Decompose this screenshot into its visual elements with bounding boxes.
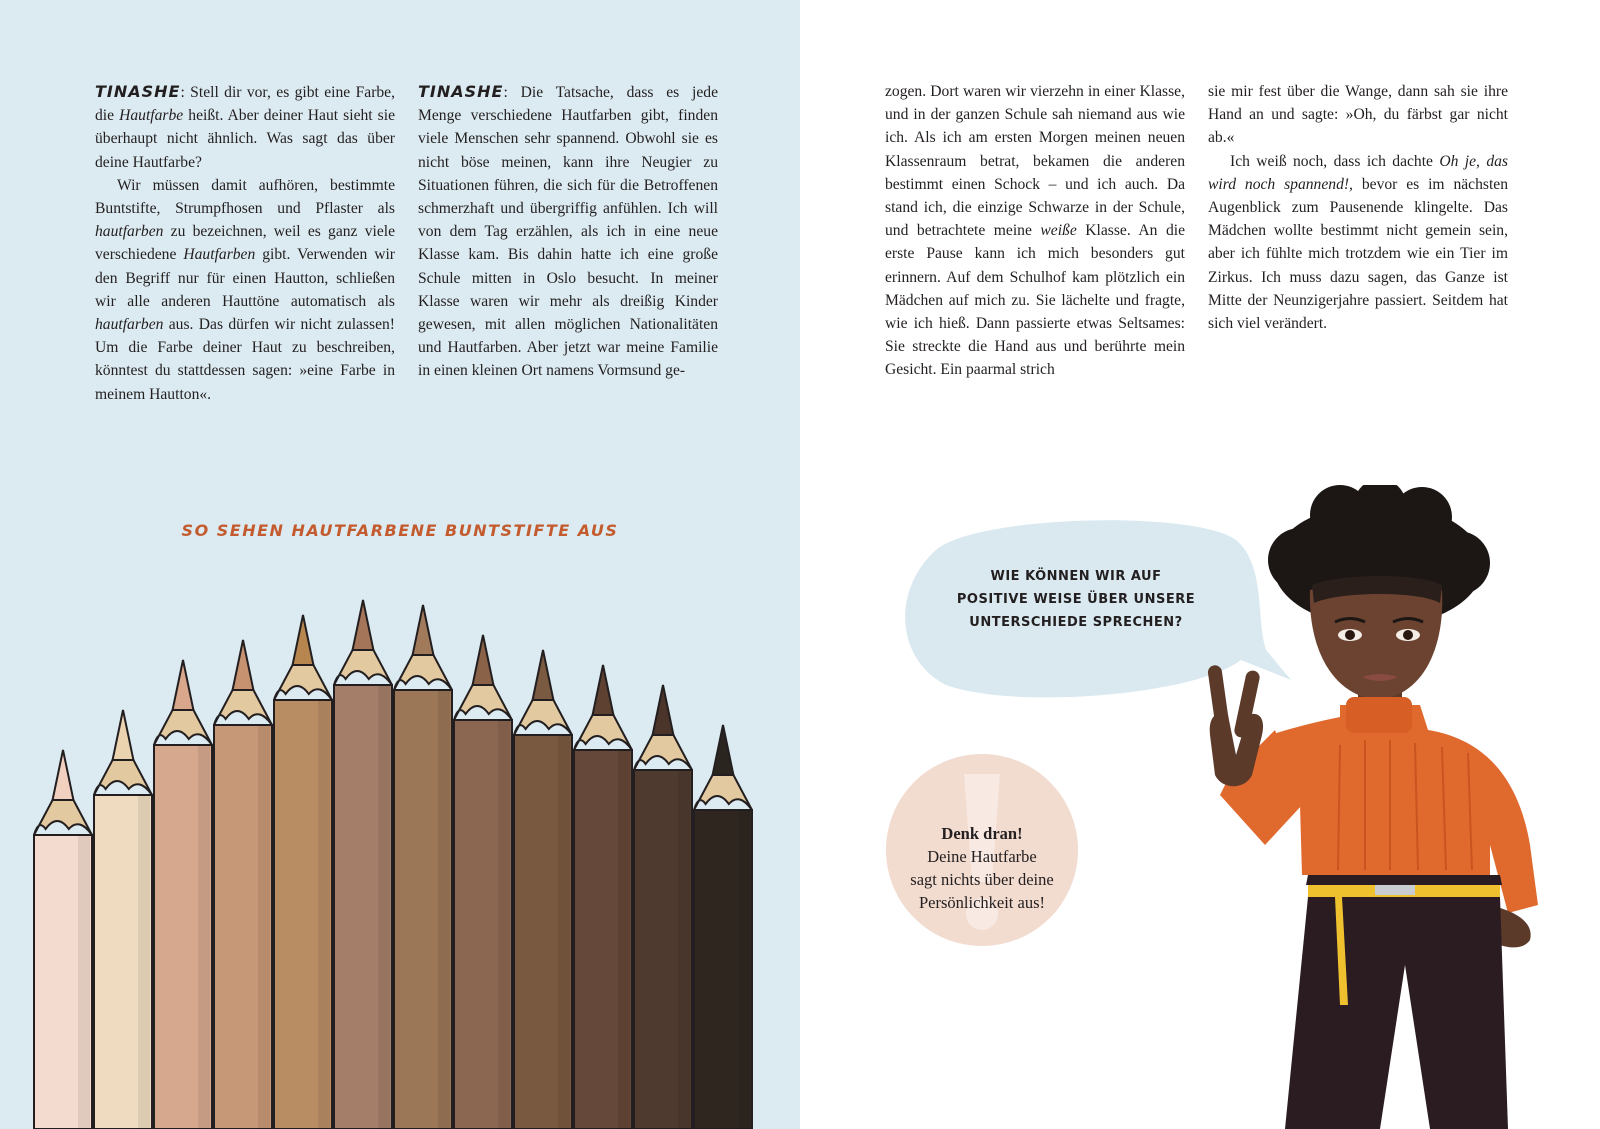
pencil <box>94 710 152 1129</box>
paragraph <box>1208 150 1508 336</box>
pencil <box>634 685 692 1129</box>
emphasis: weiße <box>1040 222 1077 240</box>
pencil <box>394 605 452 1129</box>
text-run: bevor es im nächsten Augenblick zum Pausenende klingelte. Das Mädchen wollte bestimmt nicht gemein sein, aber ich fühlte mich trotzdem wie ein Tier im Zirkus. Ich muss dazu sagen, das Ganze ist Mitte der Neunzigerjahre passiert. Seitdem hat sich viel verändert. <box>1208 175 1509 333</box>
paragraph <box>885 80 1185 382</box>
pencil <box>694 725 752 1129</box>
bubble-question <box>926 565 1226 634</box>
paragraph <box>95 174 395 406</box>
pencil <box>454 635 512 1129</box>
pencil <box>334 600 392 1129</box>
text-column-4 <box>1208 80 1508 335</box>
pencils-svg <box>30 590 770 1129</box>
text-run: zogen. Dort waren wir vierzehn in einer Klasse, und in der ganzen Schule sah niemand aus wie ich. Als ich am ersten Morgen meinen neuen Klassenraum betrat, bekamen die anderen bestimmt einen Schock – und ich auch. Da stand ich, die einzige Schwarze in der Schule, und betrachtete meine <box>885 83 1185 240</box>
reminder-line: sagt nichts über deine <box>910 870 1054 889</box>
text-run: zu bezeichnen, weil es ganz viele verschiedene <box>95 223 395 264</box>
emphasis: Hautfarben <box>183 246 256 264</box>
speaker-name: TINASHE <box>95 82 181 101</box>
speaker-name: TINASHE <box>418 82 504 101</box>
paragraph <box>95 80 395 174</box>
emphasis: hautfarben <box>95 316 164 334</box>
text-run: Ich weiß noch, dass ich dachte <box>1230 152 1440 170</box>
text-column-3 <box>885 80 1185 382</box>
bubble-line: WIE KÖNNEN WIR AUF <box>990 569 1162 584</box>
reminder-line: Persönlichkeit aus! <box>918 893 1045 912</box>
text-run: gibt. Verwenden wir den Begriff nur für einen Hautton, schließen wir alle anderen Hauttöne automatisch als <box>95 246 396 310</box>
bubble-line: UNTERSCHIEDE SPRECHEN? <box>969 615 1183 630</box>
paragraph <box>418 80 718 383</box>
text-run: heißt. Aber deiner Haut sieht sie überhaupt nicht ähnlich. Was sagt das über deine Hautfarbe? <box>95 107 395 171</box>
text-run: Klasse. An die erste Pause kann ich mich besonders gut erinnern. Auf dem Schulhof kam plötzlich ein Mädchen auf mich zu. Sie lächelte und fragte, wie ich hieß. Dann passierte etwas Seltsames: Sie streckte die Hand aus und berührte mein Gesicht. Ein paarmal strich <box>885 222 1185 379</box>
pencil <box>154 660 212 1129</box>
reminder-text <box>886 822 1078 914</box>
girl-illustration <box>1190 485 1600 1129</box>
text-run: Wir müssen damit aufhören, bestimmte Buntstifte, Strumpfhosen und Pflaster als <box>95 176 395 218</box>
text-run: : Die Tatsache, dass es jede Menge verschiedene Hautfarben gibt, finden viele Menschen sehr spannend. Obwohl sie es nicht böse meinen, kann ihre Neugier zu Situationen führen, die sich für die Betroffenen schmerzhaft und übergriffig anfühlen. Ich will von dem Tag erzählen, als ich in eine neue Klasse kam. Bis dahin hatte ich eine große Schule mitten in Oslo besucht. In meiner Klasse waren wir mehr als dreißig Kinder gewesen, mit allen möglichen Nationalitäten und Hautfarben. Aber jetzt war meine Familie in einen kleinen Ort namens Vormsund ge- <box>418 84 718 380</box>
pencil-section-title: SO SEHEN HAUTFARBENE BUNTSTIFTE AUS <box>181 521 619 540</box>
pencil <box>214 640 272 1129</box>
text-run: : Stell dir vor, es gibt eine Farbe, die <box>95 84 395 125</box>
reminder-line: Deine Hautfarbe <box>927 847 1037 866</box>
pencil <box>574 665 632 1129</box>
text-run: sie mir fest über die Wange, dann sah sie ihre Hand an und sagte: »Oh, du färbst gar nicht ab.« <box>1208 83 1508 147</box>
text-column-1 <box>95 80 395 406</box>
pencil-illustration <box>30 590 770 1129</box>
reminder-title: Denk dran! <box>941 824 1023 843</box>
emphasis: hautfarben <box>95 223 164 241</box>
pencil <box>34 750 92 1129</box>
emphasis: Hautfarbe <box>119 107 184 125</box>
paragraph <box>1208 80 1508 150</box>
pencil <box>274 615 332 1129</box>
bubble-line: POSITIVE WEISE ÜBER UNSERE <box>956 592 1196 607</box>
text-column-2 <box>418 80 718 383</box>
emphasis: Oh je, das wird noch spannend!, <box>1208 152 1509 193</box>
pencil <box>514 650 572 1129</box>
text-run: aus. Das dürfen wir nicht zulassen! Um die Farbe deiner Haut zu beschreiben, könntest du stattdessen sagen: »eine Farbe in meinem Hautton«. <box>95 316 395 403</box>
